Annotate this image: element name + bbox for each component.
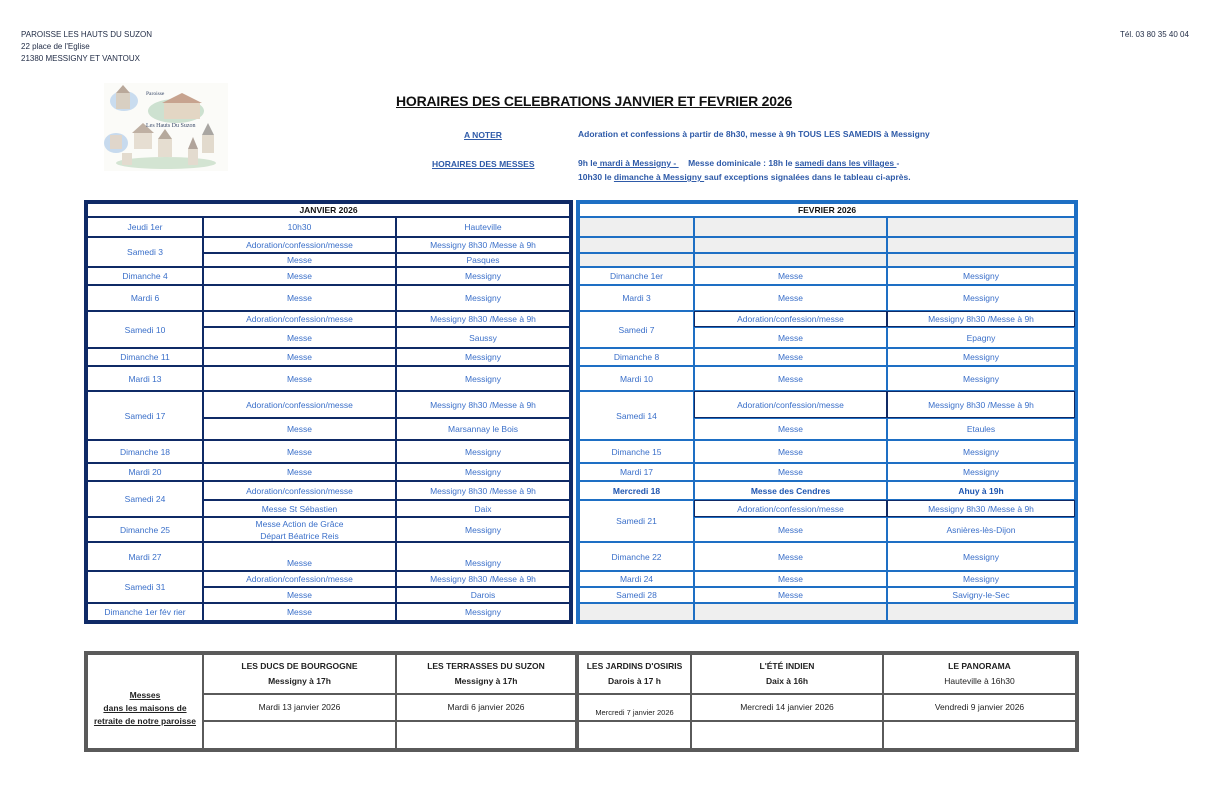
empty-cell: [887, 237, 1075, 253]
cell-text: Samedi 7: [618, 324, 655, 335]
cell-text: Messigny: [465, 293, 501, 303]
event-cell: [694, 542, 887, 571]
location-cell: [396, 571, 570, 587]
cell-text: Messigny: [465, 271, 501, 281]
cell-text: Hauteville: [464, 222, 502, 232]
cell-text: Messe: [777, 271, 804, 281]
cell-text: Messe des Cendres: [750, 485, 831, 496]
location-cell: [887, 571, 1075, 587]
location-cell: [396, 440, 570, 463]
home-date-text: Mercredi 14 janvier 2026: [740, 702, 834, 712]
location-cell: [396, 500, 570, 517]
event-cell: [694, 500, 887, 517]
cell-text: Messe: [286, 590, 313, 600]
village-illustration: [104, 83, 228, 171]
janvier-table: [84, 200, 573, 624]
home-empty-cell: [203, 721, 396, 749]
cell-text: Adoration/confession/messe: [246, 314, 353, 324]
home-date-text: Mardi 13 janvier 2026: [258, 702, 341, 712]
cell-text: Messigny 8h30 /Messe à 9h: [430, 240, 536, 250]
cell-text: Epagny: [966, 332, 996, 343]
day-cell: [87, 517, 203, 542]
cell-text: Adoration/confession/messe: [246, 485, 353, 496]
cell-text: Messigny 8h30 /Messe à 9h: [928, 503, 1034, 514]
day-cell: [87, 217, 203, 237]
event-cell: [694, 571, 887, 587]
home-place: Messigny à 17h: [454, 676, 518, 686]
home-date-text: Vendredi 9 janvier 2026: [934, 702, 1025, 712]
cell-text: Messigny 8h30 /Messe à 9h: [430, 574, 536, 584]
location-cell: [396, 237, 570, 253]
location-cell: [887, 311, 1075, 327]
day-cell: [87, 440, 203, 463]
event-cell: [203, 587, 396, 603]
event-cell: [203, 481, 396, 500]
location-cell: [396, 366, 570, 391]
parish-logo: [104, 83, 228, 171]
empty-cell: [887, 603, 1075, 621]
horaires-text: [578, 156, 998, 184]
cell-text: Mercredi 18: [612, 485, 661, 496]
home-header: [396, 654, 576, 694]
event-cell: [203, 366, 396, 391]
cell-text: Messigny: [465, 352, 501, 362]
day-cell: [87, 348, 203, 366]
home-header: [883, 654, 1076, 694]
empty-cell: [579, 603, 694, 621]
event-cell: [694, 327, 887, 348]
day-cell: [87, 391, 203, 440]
logo-text-name: Les Hauts Du Suzon: [146, 123, 196, 129]
location-cell: [887, 463, 1075, 481]
home-date: [883, 694, 1076, 721]
cell-text: Dimanche 8: [613, 352, 660, 362]
phone: Tél. 03 80 35 40 04: [1120, 30, 1189, 39]
cell-text: Messe: [777, 590, 804, 600]
event-cell: [694, 517, 887, 542]
location-cell: [887, 542, 1075, 571]
event-cell: [203, 603, 396, 621]
empty-cell: [887, 217, 1075, 237]
empty-cell: [579, 217, 694, 237]
location-cell: [396, 348, 570, 366]
cell-text: Saussy: [469, 332, 497, 343]
a-noter-text: Adoration et confessions à partir de 8h30, messe à 9h TOUS LES SAMEDIS à Messigny: [578, 129, 930, 139]
empty-cell: [694, 217, 887, 237]
location-cell: [887, 348, 1075, 366]
location-cell: [887, 500, 1075, 517]
home-date: [396, 694, 576, 721]
day-cell: [579, 440, 694, 463]
cell-text: Messigny: [465, 446, 501, 457]
day-cell: [579, 587, 694, 603]
cell-text: Daix: [474, 503, 492, 514]
location-cell: [396, 267, 570, 285]
cell-text: Ahuy à 19h: [958, 485, 1004, 496]
cell-text: Dimanche 18: [119, 446, 171, 457]
home-date: [576, 694, 691, 721]
home-place: Daix à 16h: [765, 676, 809, 686]
home-name: LE PANORAMA: [948, 661, 1011, 671]
home-place: Messigny à 17h: [268, 676, 331, 686]
cell-text: Messigny: [465, 373, 501, 384]
maisons-label: [87, 654, 203, 749]
home-name: LES TERRASSES DU SUZON: [427, 661, 545, 671]
location-cell: [887, 517, 1075, 542]
location-cell: [396, 311, 570, 327]
day-cell: [87, 481, 203, 517]
day-cell: [87, 463, 203, 481]
location-cell: [396, 253, 570, 267]
horaires-text-part: -: [896, 158, 900, 168]
cell-text: Messe: [777, 551, 804, 562]
home-name: LES DUCS DE BOURGOGNE: [241, 661, 358, 671]
cell-text: Samedi 21: [616, 516, 657, 526]
cell-text: Messigny 8h30 /Messe à 9h: [430, 314, 536, 324]
cell-text: JANVIER 2026: [299, 205, 358, 215]
horaires-text-part: 10h30 le: [578, 172, 614, 182]
horaires-text-part: 9h le: [578, 158, 598, 168]
cell-text: Messe: [286, 467, 313, 477]
event-cell: [203, 253, 396, 267]
cell-text: Dimanche 1er: [610, 271, 663, 281]
cell-text: Messigny: [465, 558, 501, 568]
maisons-retraite-table: [84, 651, 1079, 752]
cell-text: Mardi 24: [619, 574, 654, 584]
cell-text: Darois: [470, 590, 496, 600]
cell-text: Adoration/confession/messe: [737, 314, 844, 324]
fevrier-table: [576, 200, 1078, 624]
cell-text: Messigny: [963, 467, 999, 477]
home-empty-cell: [691, 721, 883, 749]
cell-text: Adoration/confession/messe: [737, 503, 844, 514]
event-cell: [203, 440, 396, 463]
day-cell: [579, 285, 694, 311]
day-cell: [579, 500, 694, 542]
cell-text: Messe: [777, 332, 804, 343]
cell-text: Samedi 31: [124, 582, 166, 592]
event-cell: [203, 418, 396, 440]
location-cell: [396, 587, 570, 603]
location-cell: [396, 517, 570, 542]
cell-text: Messigny: [465, 607, 501, 617]
day-cell: [87, 267, 203, 285]
day-cell: [579, 463, 694, 481]
cell-text: Messe: [286, 373, 313, 384]
cell-text: Messe Action de Grâce: [255, 518, 344, 529]
cell-text: Messigny: [963, 446, 999, 457]
cell-text: Messigny: [465, 524, 501, 535]
cell-text: Messe: [777, 352, 804, 362]
event-cell: [694, 481, 887, 500]
location-cell: [396, 542, 570, 571]
cell-text: Pasques: [466, 255, 500, 265]
cell-text: Dimanche 25: [119, 524, 171, 535]
home-header: [576, 654, 691, 694]
cell-text: Samedi 28: [616, 590, 657, 600]
horaires-line2: [578, 170, 998, 184]
logo-text-paroisse: Paroisse: [146, 91, 165, 97]
event-cell: [694, 285, 887, 311]
home-date: [691, 694, 883, 721]
cell-text: Adoration/confession/messe: [246, 240, 353, 250]
cell-text: FEVRIER 2026: [797, 205, 857, 215]
cell-text: Messigny 8h30 /Messe à 9h: [928, 314, 1034, 324]
day-cell: [579, 542, 694, 571]
cell-text: Messe: [777, 373, 804, 384]
day-cell: [579, 481, 694, 500]
cell-text: Adoration/confession/messe: [737, 399, 844, 410]
event-cell: [203, 391, 396, 418]
cell-text: Messe: [286, 607, 313, 617]
location-cell: [396, 217, 570, 237]
day-cell: [87, 603, 203, 621]
cell-text: Asnières-lès-Dijon: [946, 524, 1016, 535]
empty-cell: [694, 237, 887, 253]
horaires-text-part: Messe dominicale : 18h le: [678, 158, 795, 168]
cell-text: Messe: [777, 424, 804, 434]
home-date-text: Mercredi 7 janvier 2026: [595, 708, 674, 717]
horaires-text-part: dimanche à Messigny: [613, 172, 705, 182]
event-cell: [694, 587, 887, 603]
cell-text: Mardi 3: [622, 293, 651, 303]
cell-text: Messe: [286, 293, 313, 303]
event-cell: [203, 285, 396, 311]
cell-text: Messe: [777, 524, 804, 535]
empty-cell: [579, 253, 694, 267]
cell-text: Messe: [777, 467, 804, 477]
cell-text: Mardi 13: [128, 373, 162, 384]
cell-text: Messigny 8h30 /Messe à 9h: [928, 399, 1034, 410]
empty-cell: [579, 237, 694, 253]
cell-text: Messe: [286, 332, 313, 343]
event-cell: [694, 366, 887, 391]
address-line1: 22 place de l'Eglise: [21, 42, 90, 51]
cell-text: Dimanche 15: [611, 446, 662, 457]
page-title: HORAIRES DES CELEBRATIONS JANVIER ET FEVRIER 2026: [396, 93, 793, 109]
cell-text: Messe: [286, 558, 313, 568]
location-cell: [887, 481, 1075, 500]
event-cell: [694, 391, 887, 418]
day-cell: [87, 542, 203, 571]
cell-text: Jeudi 1er: [127, 222, 163, 232]
location-cell: [887, 418, 1075, 440]
event-cell: [203, 500, 396, 517]
cell-text: Adoration/confession/messe: [246, 574, 353, 584]
event-cell: [203, 267, 396, 285]
cell-text: Dimanche 22: [611, 551, 662, 562]
cell-text: Dimanche 11: [120, 352, 170, 362]
cell-text: Messe: [777, 574, 804, 584]
empty-cell: [694, 253, 887, 267]
event-cell: [203, 311, 396, 327]
event-cell: [694, 348, 887, 366]
day-cell: [87, 366, 203, 391]
org-name: PAROISSE LES HAUTS DU SUZON: [21, 30, 152, 39]
location-cell: [887, 285, 1075, 311]
location-cell: [396, 481, 570, 500]
event-cell: [203, 237, 396, 253]
month-header: [87, 203, 570, 217]
maisons-label-line: retraite de notre paroisse: [93, 716, 197, 726]
cell-text: Messigny: [963, 293, 999, 303]
cell-text: Messigny: [963, 352, 999, 362]
cell-text: Messe: [777, 293, 804, 303]
day-cell: [579, 366, 694, 391]
event-cell: [203, 327, 396, 348]
cell-text: Marsannay le Bois: [448, 424, 518, 434]
empty-cell: [887, 253, 1075, 267]
cell-text: Messigny: [963, 574, 999, 584]
cell-text: Messe: [286, 424, 313, 434]
location-cell: [396, 285, 570, 311]
location-cell: [887, 267, 1075, 285]
day-cell: [579, 311, 694, 348]
home-header: [691, 654, 883, 694]
event-cell: [203, 463, 396, 481]
cell-text: Adoration/confession/messe: [246, 399, 353, 410]
cell-text: Mardi 27: [128, 551, 162, 562]
day-cell: [87, 237, 203, 267]
horaires-label: HORAIRES DES MESSES: [432, 159, 535, 169]
day-cell: [579, 391, 694, 440]
home-date: [203, 694, 396, 721]
event-cell: [694, 311, 887, 327]
maisons-label-line: Messes: [129, 690, 161, 700]
home-place: Hauteville à 16h30: [944, 676, 1015, 686]
location-cell: [396, 391, 570, 418]
cell-text: 10h30: [287, 222, 312, 232]
cell-text: Messe: [777, 446, 804, 457]
cell-text: Etaules: [966, 424, 996, 434]
home-empty-cell: [883, 721, 1076, 749]
cell-text: Savigny-le-Sec: [952, 590, 1010, 600]
cell-text: Messigny 8h30 /Messe à 9h: [430, 399, 536, 410]
home-name: LES JARDINS D'OSIRIS: [586, 661, 683, 671]
event-cell: [203, 217, 396, 237]
cell-text: Dimanche 1er fév rier: [104, 607, 186, 617]
cell-text: Messe: [286, 352, 313, 362]
address-line2: 21380 MESSIGNY ET VANTOUX: [21, 54, 141, 63]
empty-cell: [694, 603, 887, 621]
day-cell: [87, 285, 203, 311]
location-cell: [396, 463, 570, 481]
home-empty-cell: [576, 721, 691, 749]
cell-text: Samedi 10: [124, 324, 166, 335]
home-header: [203, 654, 396, 694]
cell-text: Messigny: [465, 467, 501, 477]
event-cell: [203, 571, 396, 587]
home-name: L'ÉTÉ INDIEN: [759, 661, 815, 671]
cell-text: Samedi 14: [616, 410, 657, 421]
cell-text: Messe: [286, 271, 313, 281]
home-empty-cell: [396, 721, 576, 749]
cell-text: Mardi 20: [128, 467, 162, 477]
event-cell: [694, 267, 887, 285]
org-address: [21, 29, 152, 65]
event-cell: [203, 517, 396, 542]
cell-text: Dimanche 4: [122, 271, 168, 281]
location-cell: [396, 603, 570, 621]
month-header: [579, 203, 1075, 217]
cell-text: Messe St Sébastien: [261, 503, 338, 514]
day-cell: [579, 267, 694, 285]
location-cell: [396, 327, 570, 348]
cell-text: Samedi 17: [124, 410, 166, 421]
location-cell: [887, 440, 1075, 463]
location-cell: [887, 391, 1075, 418]
event-cell: [203, 542, 396, 571]
home-date-text: Mardi 6 janvier 2026: [447, 702, 525, 712]
cell-text: Messigny 8h30 /Messe à 9h: [430, 485, 536, 496]
event-cell: [694, 440, 887, 463]
horaires-text-part: mardi à Messigny -: [597, 158, 679, 168]
cell-text: Messigny: [963, 373, 999, 384]
cell-text: Mardi 10: [619, 373, 654, 384]
maisons-label-line: dans les maisons de: [103, 703, 187, 713]
home-place: Darois à 17 h: [608, 676, 661, 686]
horaires-line1: [578, 156, 998, 170]
day-cell: [87, 311, 203, 348]
location-cell: [396, 418, 570, 440]
event-cell: [694, 418, 887, 440]
cell-text: Mardi 17: [619, 467, 654, 477]
event-cell: [203, 348, 396, 366]
location-cell: [887, 587, 1075, 603]
cell-text: Départ Béatrice Reis: [260, 530, 339, 541]
cell-text: Samedi 3: [127, 247, 163, 257]
event-cell: [694, 463, 887, 481]
day-cell: [87, 571, 203, 603]
horaires-text-part: samedi dans les villages: [794, 158, 897, 168]
day-cell: [579, 348, 694, 366]
cell-text: Messe: [286, 255, 313, 265]
cell-text: Samedi 24: [124, 494, 166, 504]
horaires-text-part: sauf exceptions signalées dans le tableau ci-après.: [704, 172, 911, 182]
cell-text: Messigny: [963, 551, 999, 562]
location-cell: [887, 366, 1075, 391]
a-noter-label: A NOTER: [464, 130, 502, 140]
cell-text: Mardi 6: [130, 293, 160, 303]
location-cell: [887, 327, 1075, 348]
day-cell: [579, 571, 694, 587]
cell-text: Messe: [286, 446, 313, 457]
cell-text: Messigny: [963, 271, 999, 281]
